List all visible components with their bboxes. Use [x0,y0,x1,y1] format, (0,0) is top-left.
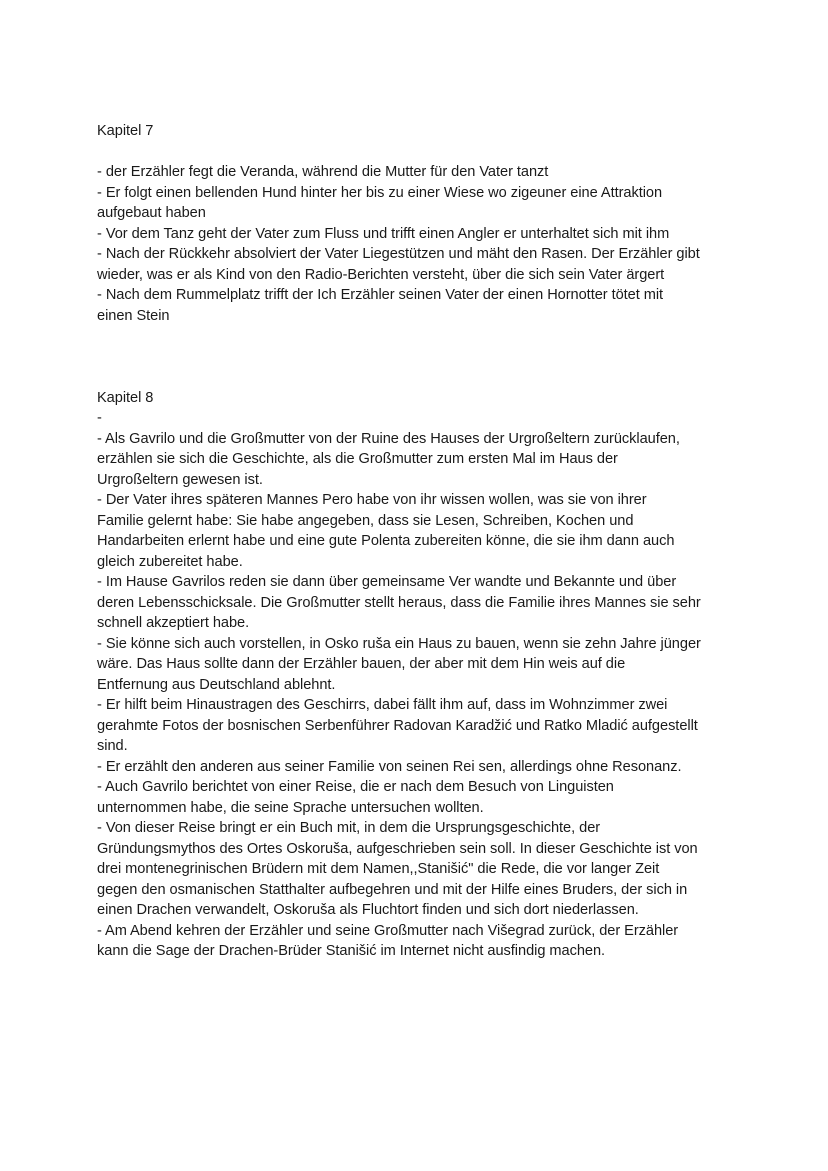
chapter-8-title: Kapitel 8 [97,389,154,406]
chapter-8-line: drei montenegrinischen Brüdern mit dem Namen,,Stanišić" die Rede, die vor langer Zeit [97,861,660,877]
chapter-8-line: - Am Abend kehren der Erzähler und seine Großmutter nach Višegrad zurück, der Erzähler [97,922,679,939]
chapter-7-line: - Nach dem Rummelplatz trifft der Ich Erzähler seinen Vater der einen Hornotter tötet mit [97,287,664,303]
chapter-7-line: - der Erzähler fegt die Veranda, während die Mutter für den Vater tanzt [97,164,549,180]
chapter-7-line: - Er folgt einen bellenden Hund hinter her bis zu einer Wiese wo zigeuner eine Attraktion [97,184,663,201]
chapter-8-line: - Von dieser Reise bringt er ein Buch mit, in dem die Ursprungsgeschichte, der [97,820,601,836]
chapter-8-line: Urgroßeltern gewesen ist. [97,471,263,488]
document-content [97,121,747,962]
chapter-7-line: - Vor dem Tanz geht der Vater zum Fluss und trifft einen Angler er unterhaltet sich mit ihm [97,225,670,242]
chapter-8-line: - Als Gavrilo und die Großmutter von der Ruine des Hauses der Urgroßeltern zurücklaufen, [97,430,680,447]
section-spacer [97,326,747,388]
chapter-8-line: unternommen habe, die seine Sprache untersuchen wollten. [97,799,484,816]
chapter-7-title: Kapitel 7 [97,123,154,139]
chapter-7-line: wieder, was er als Kind von den Radio-Berichten versteht, über die sich sein Vater ärgert [97,266,665,283]
chapter-8-line: - Im Hause Gavrilos reden sie dann über gemeinsame Ver wandte und Bekannte und über [97,574,677,590]
chapter-8-line: Entfernung aus Deutschland ablehnt. [97,676,336,693]
chapter-7-line: einen Stein [97,307,170,324]
chapter-8-line: einen Drachen verwandelt, Oskoruša als Fluchtort finden und sich dort niederlassen. [97,902,639,918]
chapter-8-line: Handarbeiten erlernt habe und eine gute Polenta zubereiten könne, die sie ihm dann auch [97,533,675,549]
chapter-7-line: aufgebaut haben [97,205,206,221]
chapter-8-line: wäre. Das Haus sollte dann der Erzähler bauen, der aber mit dem Hin weis auf die [97,656,626,672]
chapter-7-line: - Nach der Rückkehr absolviert der Vater Liegestützen und mäht den Rasen. Der Erzähler gibt [97,246,700,262]
chapter-8-line: Familie gelernt habe: Sie habe angegeben, dass sie Lesen, Schreiben, Kochen und [97,512,634,529]
chapter-8-line: - [97,410,102,426]
chapter-8-line: - Er hilft beim Hinaustragen des Geschirrs, dabei fällt ihm auf, dass im Wohnzimmer zwei [97,697,668,713]
chapter-7-section [97,121,747,326]
chapter-8-line: gerahmte Fotos der bosnischen Serbenführer Radovan Karadžić und Ratko Mladić aufgestellt [97,717,698,734]
chapter-8-section [97,388,747,962]
chapter-8-line: - Auch Gavrilo berichtet von einer Reise, die er nach dem Besuch von Linguisten [97,779,614,795]
chapter-8-line: gegen den osmanischen Statthalter aufbegehren und mit der Hilfe eines Bruders, der sich in [97,881,688,898]
chapter-8-line: - Sie könne sich auch vorstellen, in Osko ruša ein Haus zu bauen, wenn sie zehn Jahre jünger [97,635,701,652]
chapter-8-line: - Der Vater ihres späteren Mannes Pero habe von ihr wissen wollen, was sie von ihrer [97,492,647,508]
chapter-8-line: erzählen sie sich die Geschichte, als die Großmutter zum ersten Mal im Haus der [97,451,618,467]
chapter-8-line: deren Lebensschicksale. Die Großmutter stellt heraus, dass die Familie ihres Mannes sie sehr [97,594,701,611]
chapter-8-line: gleich zubereitet habe. [97,553,243,570]
spacer [97,142,747,163]
chapter-8-line: kann die Sage der Drachen-Brüder Stanišić im Internet nicht ausfindig machen. [97,943,606,959]
chapter-8-line: Gründungsmythos des Ortes Oskoruša, aufgeschrieben sein soll. In dieser Geschichte ist von [97,840,698,857]
chapter-8-line: sind. [97,738,128,754]
chapter-8-line: schnell akzeptiert habe. [97,615,250,631]
chapter-8-line: - Er erzählt den anderen aus seiner Familie von seinen Rei sen, allerdings ohne Resonanz. [97,758,682,775]
